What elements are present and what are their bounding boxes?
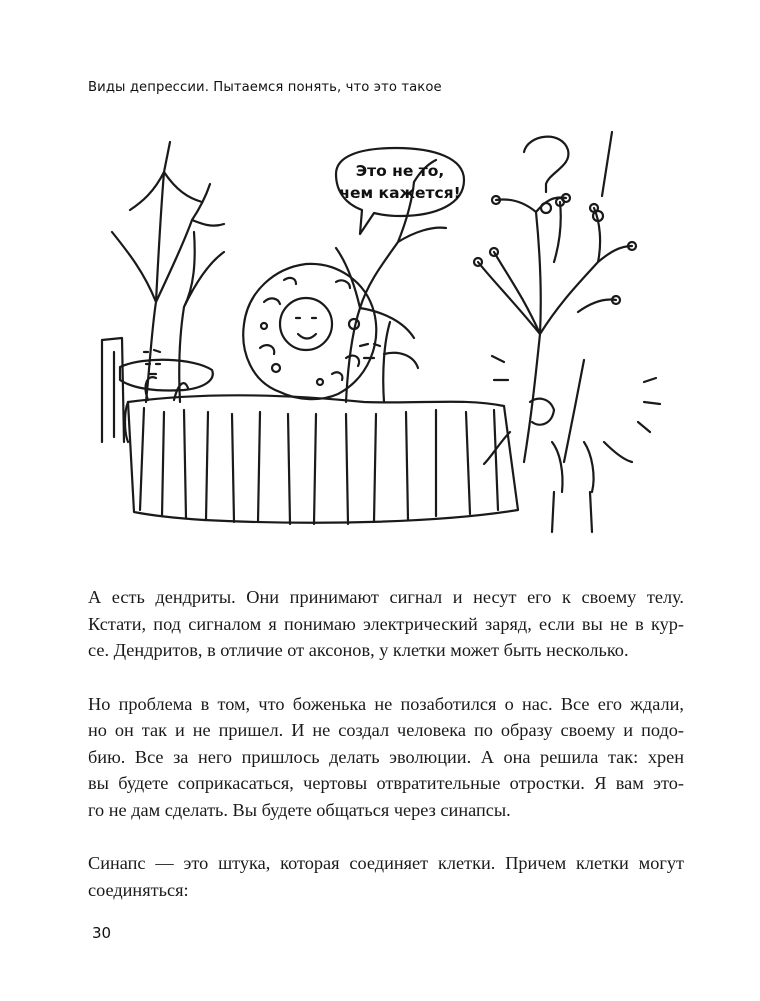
text-line: А есть дендриты. Они принимают сигнал и несут его к своему телу. [88,587,684,607]
body-text [88,584,684,930]
running-head: Виды депрессии. Пытаемся понять, что это такое [88,80,442,95]
comic-drawing [84,112,684,552]
pillow [120,360,213,391]
page-number: 30 [92,924,112,942]
text-line: бию. Все за него пришлось делать эволюции. А она решила так: хрен [88,746,684,767]
text-line: се. Дендритов, в отличие от аксонов, у клетки может быть несколько. [88,640,629,660]
paragraph-3 [88,850,684,903]
speech-bubble-line-1: Это не то, [355,162,445,180]
text-line: го не дам сделать. Вы будете общаться через синапсы. [88,799,511,820]
text-line: вы будете соприкасаться, чертовы отвратительные отростки. Я вам это- [88,773,684,793]
speech-bubble-line-2: чем кажется! [339,184,461,202]
comic-illustration [84,112,684,552]
text-line: Кстати, под сигналом я понимаю электрический заряд, если вы не в кур- [88,613,684,634]
paragraph-2 [88,691,684,824]
germ-creature [243,264,376,399]
text-line: Но проблема в том, что боженька не позаботился о нас. Все его ждали, [88,693,684,714]
paragraph-1 [88,584,684,664]
bed [125,395,518,524]
exclamation-mark-icon [593,132,612,221]
text-line: Синапс — это штука, которая соединяет клетки. Причем клетки могут [88,853,684,873]
headboard [102,338,124,442]
text-line: но он так и не пришел. И не создал человека по образу своему и подо- [88,720,684,740]
text-line: соединяться: [88,879,189,900]
startled-tree-character [474,194,660,532]
